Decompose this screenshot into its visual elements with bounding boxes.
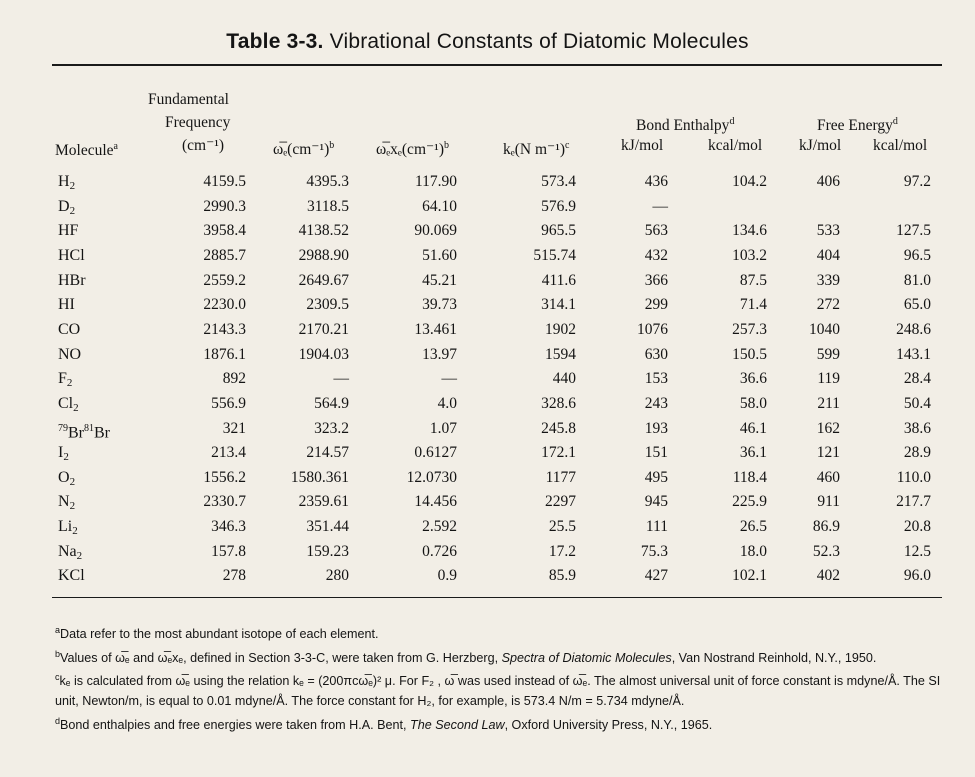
cell-ke: 2297 <box>545 493 576 511</box>
cell-molecule: NO <box>58 345 82 363</box>
cell-gkcal: 97.2 <box>903 173 931 190</box>
cell-ke: 172.1 <box>541 444 576 462</box>
cell-hkj: 153 <box>644 370 668 388</box>
cell-ke: 515.74 <box>533 246 576 264</box>
cell-wexe: 1.07 <box>429 419 457 437</box>
cell-molecule: $D_2$ <box>58 197 76 217</box>
cell-ke: 440 <box>552 370 576 388</box>
cell-hkcal: 46.1 <box>739 419 767 437</box>
cell-gkj: 1040 <box>809 320 840 338</box>
cell-gkj: 404 <box>816 246 840 264</box>
header-wexe: $\omega̅_ex_e(cm^{-1})^b$ <box>376 140 449 159</box>
cell-f: 2330.7 <box>203 493 246 511</box>
cell-we: 214.57 <box>306 444 349 462</box>
cell-wexe: 0.726 <box>422 542 457 560</box>
cell-molecule: HF <box>58 222 79 240</box>
header-molecule: Molecule$^a$ <box>55 141 118 160</box>
footnote-b: $^b$Values of ω̅ₑ and ω̅ₑxₑ, defined in Section 3-3-C, were taken from G. Herzberg, Spectra of Diatomic Molecules, Van Nostrand Reinhold, N.Y., 1950. <box>55 648 877 665</box>
cell-hkcal: 87.5 <box>739 271 767 289</box>
cell-wexe: 45.21 <box>422 271 457 289</box>
cell-gkj: 402 <box>816 567 840 585</box>
cell-wexe: 4.0 <box>437 394 457 412</box>
cell-molecule: $O_2$ <box>58 468 76 488</box>
cell-wexe: 90.069 <box>414 222 457 240</box>
cell-we: 2649.67 <box>298 271 349 289</box>
cell-we: 564.9 <box>314 394 349 412</box>
cell-we: 4138.52 <box>298 222 349 240</box>
cell-hkj: 1076 <box>637 320 668 338</box>
cell-gkj: 211 <box>817 394 840 412</box>
cell-hkj: — <box>652 197 668 215</box>
cell-wexe: 51.60 <box>422 246 457 264</box>
cell-hkcal: 102.1 <box>732 567 767 585</box>
cell-gkcal: 50.4 <box>903 394 931 412</box>
cell-ke: 85.9 <box>548 567 576 585</box>
cell-hkj: 945 <box>644 493 668 511</box>
cell-hkcal: 103.2 <box>732 246 767 264</box>
cell-gkcal: 20.8 <box>903 518 931 536</box>
header-free-kcal: kcal/mol <box>873 137 928 154</box>
header-bond-kcal: kcal/mol <box>708 137 763 154</box>
cell-we: 2309.5 <box>306 296 349 314</box>
cell-we: 280 <box>325 567 349 585</box>
header-bond-kj: kJ/mol <box>621 137 664 154</box>
cell-we: 1580.361 <box>290 468 349 486</box>
cell-hkcal: 18.0 <box>739 542 767 560</box>
cell-gkj: 533 <box>816 222 840 240</box>
cell-gkj: 52.3 <box>812 542 840 560</box>
cell-molecule: $N_2$ <box>58 493 76 513</box>
cell-hkcal: 150.5 <box>732 345 767 363</box>
cell-f: 2990.3 <box>203 197 246 215</box>
cell-molecule: $H_2$ <box>58 173 76 192</box>
table-title-label: Table 3-3. <box>226 30 324 53</box>
cell-molecule: HI <box>58 296 75 314</box>
cell-wexe: 12.0730 <box>406 468 457 486</box>
header-bond-enthalpy: Bond Enthalpy$^d$ <box>636 116 735 135</box>
footnote-d: $^d$Bond enthalpies and free energies were taken from H.A. Bent, The Second Law, Oxford University Press, N.Y., 1965. <box>55 715 713 732</box>
cell-f: 1556.2 <box>203 468 246 486</box>
cell-hkj: 111 <box>645 518 668 536</box>
cell-ke: 1902 <box>545 320 576 338</box>
cell-gkj: 162 <box>816 419 840 437</box>
cell-molecule: CO <box>58 320 81 338</box>
cell-we: — <box>333 370 349 388</box>
cell-f: 157.8 <box>211 542 246 560</box>
table-title-text: Vibrational Constants of Diatomic Molecules <box>329 30 749 53</box>
cell-f: 321 <box>222 419 246 437</box>
cell-gkj: 119 <box>817 370 840 388</box>
cell-f: 2885.7 <box>203 246 246 264</box>
cell-hkj: 75.3 <box>640 542 668 560</box>
cell-gkcal: 96.5 <box>903 246 931 264</box>
top-rule <box>52 64 942 66</box>
cell-gkj: 406 <box>816 173 840 190</box>
cell-f: 2559.2 <box>203 271 246 289</box>
cell-gkcal: 127.5 <box>896 222 931 240</box>
cell-f: 556.9 <box>211 394 246 412</box>
footnotes <box>55 621 945 735</box>
cell-f: 892 <box>222 370 246 388</box>
cell-wexe: 117.90 <box>414 173 457 190</box>
cell-wexe: 64.10 <box>422 197 457 215</box>
cell-wexe: 13.97 <box>422 345 457 363</box>
cell-hkcal: 71.4 <box>739 296 767 314</box>
cell-f: 2230.0 <box>203 296 246 314</box>
cell-molecule: $Na_2$ <box>58 542 83 562</box>
cell-f: 278 <box>222 567 246 585</box>
header-fundamental-line1: Fundamental <box>148 91 229 108</box>
cell-f: 1876.1 <box>203 345 246 363</box>
cell-molecule: HCl <box>58 246 85 264</box>
cell-gkcal: 38.6 <box>903 419 931 437</box>
cell-hkj: 495 <box>644 468 668 486</box>
cell-gkcal: 81.0 <box>903 271 931 289</box>
cell-we: 159.23 <box>306 542 349 560</box>
cell-gkcal: 110.0 <box>896 468 931 486</box>
cell-hkj: 432 <box>644 246 668 264</box>
cell-ke: 1177 <box>545 468 576 486</box>
cell-molecule: KCl <box>58 567 85 585</box>
cell-gkcal: 96.0 <box>903 567 931 585</box>
cell-gkj: 86.9 <box>812 518 840 536</box>
cell-hkj: 563 <box>644 222 668 240</box>
cell-molecule: $Li_2$ <box>58 518 78 538</box>
cell-hkcal: 26.5 <box>739 518 767 536</box>
cell-gkcal: 28.4 <box>903 370 931 388</box>
cell-we: 351.44 <box>306 518 349 536</box>
cell-hkcal: 36.6 <box>739 370 767 388</box>
cell-ke: 314.1 <box>541 296 576 314</box>
cell-ke: 965.5 <box>541 222 576 240</box>
cell-molecule: $F_2$ <box>58 370 73 390</box>
cell-ke: 25.5 <box>548 518 576 536</box>
footnote-c: $^c$kₑ is calculated from ω̅ₑ using the relation kₑ = (200πcω̅ₑ)² μ. For F₂ , ω̅ was used instead of ω̅ₑ. The almost universal unit of force constant is mdyne/Å. The SI unit, Newton/m, is equal to 0.01 mdyne/Å. The force constant for H₂, for example, is 573.4 N/m = 5.734 mdyne/Å. <box>55 672 941 709</box>
cell-molecule: $^{79}$Br$^{81}$Br <box>58 422 110 441</box>
cell-ke: 573.4 <box>541 173 576 190</box>
header-free-energy: Free Energy$^d$ <box>817 116 898 135</box>
cell-wexe: 14.456 <box>414 493 457 511</box>
cell-f: 3958.4 <box>203 222 246 240</box>
cell-wexe: 39.73 <box>422 296 457 314</box>
cell-wexe: 2.592 <box>422 518 457 536</box>
cell-gkcal: 28.9 <box>903 444 931 462</box>
cell-wexe: 0.6127 <box>414 444 457 462</box>
cell-ke: 576.9 <box>541 197 576 215</box>
cell-hkj: 243 <box>644 394 668 412</box>
cell-wexe: 13.461 <box>414 320 457 338</box>
cell-molecule: $Cl_2$ <box>58 394 79 414</box>
cell-wexe: — <box>441 370 457 388</box>
cell-gkj: 339 <box>816 271 840 289</box>
header-we: $\omega̅_e(cm^{-1})^b$ <box>273 140 335 159</box>
cell-we: 4395.3 <box>306 173 349 190</box>
cell-gkj: 272 <box>816 296 840 314</box>
cell-wexe: 0.9 <box>437 567 457 585</box>
cell-molecule: $I_2$ <box>58 444 69 464</box>
cell-gkj: 599 <box>816 345 840 363</box>
cell-hkj: 630 <box>644 345 668 363</box>
bottom-rule <box>52 597 942 598</box>
cell-we: 1904.03 <box>298 345 349 363</box>
cell-gkcal: 12.5 <box>903 542 931 560</box>
cell-ke: 17.2 <box>548 542 576 560</box>
cell-hkcal: 225.9 <box>732 493 767 511</box>
cell-f: 213.4 <box>211 444 246 462</box>
cell-hkj: 366 <box>644 271 668 289</box>
header-fundamental-line2: Frequency <box>165 114 231 131</box>
cell-hkcal: 104.2 <box>732 173 767 190</box>
cell-f: 2143.3 <box>203 320 246 338</box>
cell-we: 2988.90 <box>298 246 349 264</box>
header-free-kj: kJ/mol <box>799 137 842 154</box>
cell-gkcal: 248.6 <box>896 320 931 338</box>
cell-ke: 328.6 <box>541 394 576 412</box>
cell-we: 323.2 <box>314 419 349 437</box>
cell-we: 3118.5 <box>306 197 349 215</box>
cell-hkcal: 118.4 <box>732 468 767 486</box>
cell-gkcal: 143.1 <box>896 345 931 363</box>
cell-we: 2359.61 <box>298 493 349 511</box>
header-fundamental-unit: (cm⁻¹) <box>182 137 225 154</box>
footnote-a: $^a$Data refer to the most abundant isotope of each element. <box>55 625 379 642</box>
cell-ke: 1594 <box>545 345 576 363</box>
cell-hkj: 427 <box>644 567 668 585</box>
cell-hkcal: 36.1 <box>739 444 767 462</box>
cell-ke: 245.8 <box>541 419 576 437</box>
cell-hkj: 436 <box>644 173 668 190</box>
cell-ke: 411.6 <box>541 271 576 289</box>
cell-gkj: 911 <box>817 493 840 511</box>
cell-hkcal: 134.6 <box>732 222 767 240</box>
cell-gkcal: 65.0 <box>903 296 931 314</box>
cell-hkj: 151 <box>644 444 668 462</box>
cell-f: 346.3 <box>211 518 246 536</box>
cell-hkcal: 257.3 <box>732 320 767 338</box>
cell-molecule: HBr <box>58 271 86 289</box>
table-title <box>0 30 975 54</box>
cell-hkj: 299 <box>644 296 668 314</box>
cell-gkcal: 217.7 <box>896 493 931 511</box>
cell-gkj: 121 <box>816 444 840 462</box>
cell-hkj: 193 <box>644 419 668 437</box>
cell-f: 4159.5 <box>203 173 246 190</box>
cell-we: 2170.21 <box>298 320 349 338</box>
cell-hkcal: 58.0 <box>739 394 767 412</box>
header-ke: kₑ(N m⁻¹)$^c$ <box>503 140 570 159</box>
cell-gkj: 460 <box>816 468 840 486</box>
